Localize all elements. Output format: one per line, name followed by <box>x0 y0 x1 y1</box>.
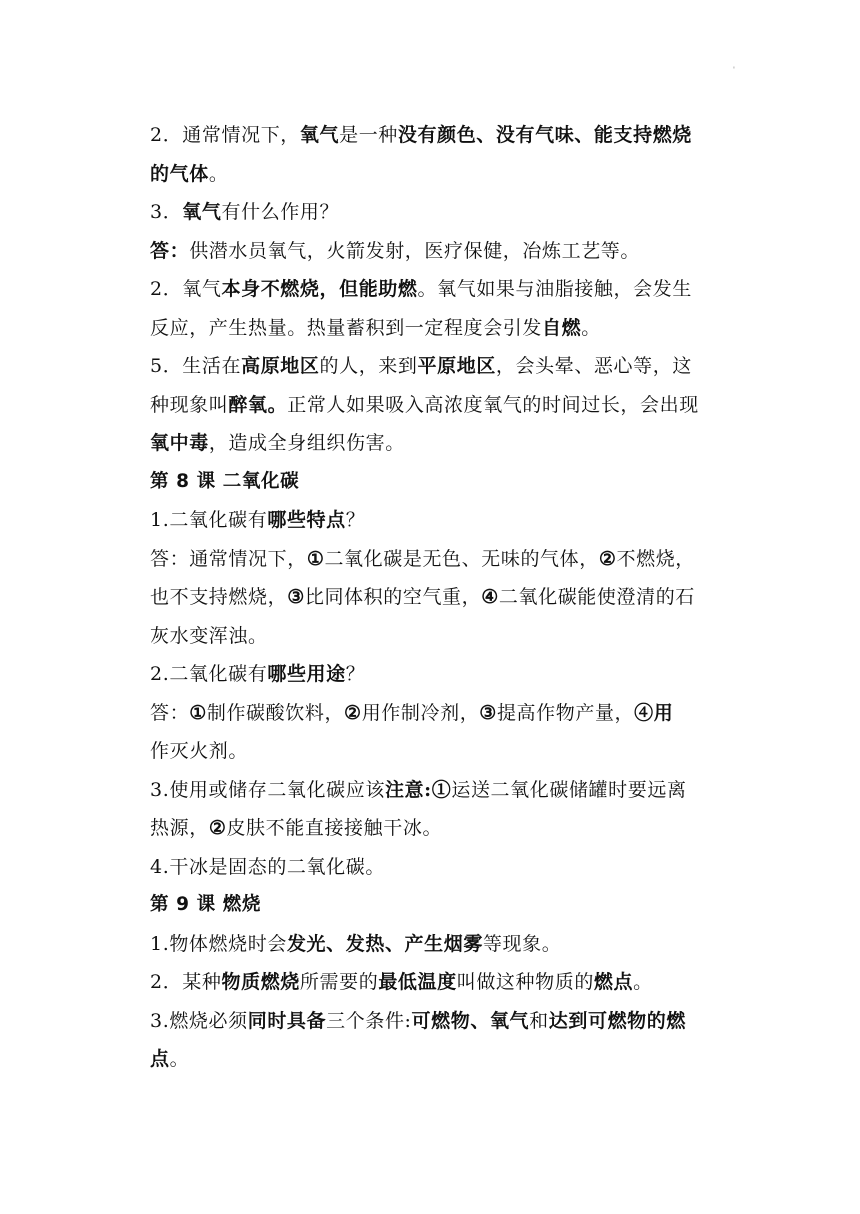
text: 反应，产生热量。热量蓄积到一定程度会引发 <box>150 316 543 339</box>
bold-text: 没有颜色、没有气味、能支持燃烧 <box>397 124 692 146</box>
text-line <box>150 155 710 194</box>
text: 三个条件: <box>326 1009 412 1032</box>
text: 答： <box>150 701 190 724</box>
text-line <box>150 309 710 348</box>
text-line <box>150 848 710 887</box>
text: 也不支持燃烧， <box>150 586 288 608</box>
text: ，造成全身组织伤害。 <box>208 432 405 454</box>
bold-text: ① <box>306 547 325 570</box>
text: 3.使用或储存二氧化碳应该 <box>150 778 385 801</box>
text: 1.二氧化碳有 <box>150 509 268 531</box>
text-line <box>150 193 710 232</box>
text: 二氧化碳能使澄清的石 <box>498 586 695 608</box>
bold-text: ③ <box>287 586 305 608</box>
text: 等现象。 <box>482 932 562 955</box>
text: 二氧化碳是无色、无味的气体， <box>324 547 599 570</box>
section-heading <box>150 886 710 925</box>
bold-text: 本身不燃烧，但能助燃 <box>221 278 418 300</box>
text: 。 <box>169 1048 190 1070</box>
text-line <box>150 347 710 386</box>
text-line <box>150 617 710 656</box>
bold-text: 答： <box>150 239 190 262</box>
bold-text: ② <box>344 701 362 724</box>
bold-text: ④用 <box>634 701 674 724</box>
bold-text: 氧气 <box>299 124 340 146</box>
text: 提高作物产量， <box>496 701 635 724</box>
bold-text: 的气体 <box>150 162 209 185</box>
bold-text: ① <box>189 701 207 724</box>
text: 1.物体燃烧时会 <box>150 932 287 955</box>
text-line <box>150 386 710 425</box>
text: 种现象叫 <box>150 393 229 416</box>
document-body <box>150 116 710 1079</box>
text: 作灭火剂。 <box>150 740 249 762</box>
bold-text: ② <box>598 547 617 570</box>
text: 是一种 <box>339 124 398 146</box>
bold-text: 氧中毒 <box>150 432 209 454</box>
text: 答：通常情况下， <box>150 547 307 570</box>
text: 的人，来到 <box>319 355 418 377</box>
text-line <box>150 540 710 579</box>
text-line <box>150 963 710 1002</box>
bold-text: 最低温度 <box>378 971 457 993</box>
text: ？ <box>345 663 366 685</box>
text-line <box>150 694 710 733</box>
bold-text: 醉氧。 <box>228 393 288 416</box>
text: 。 <box>633 971 653 993</box>
text: 灰水变浑浊。 <box>150 624 268 647</box>
bold-text: ② <box>208 817 227 839</box>
text-line <box>150 501 710 540</box>
text-line <box>150 578 710 617</box>
text: 不燃烧， <box>616 547 695 570</box>
bold-text: 达到可燃物的燃 <box>548 1009 686 1032</box>
text: 用作制冷剂， <box>361 701 480 724</box>
text-line <box>150 925 710 964</box>
text-line <box>150 270 710 309</box>
text: ，会头晕、恶心等，这 <box>495 355 692 377</box>
bold-text: 高原地区 <box>241 355 320 377</box>
text-line <box>150 116 710 155</box>
bold-text: 自燃 <box>542 316 582 339</box>
text: 皮肤不能直接接触干冰。 <box>226 817 443 839</box>
text: 运送二氧化碳储罐时要远离 <box>451 778 687 801</box>
bold-text: 物质燃烧 <box>221 971 300 993</box>
text: 3.燃烧必须 <box>150 1009 248 1032</box>
bold-text: 哪些特点 <box>267 509 346 531</box>
text: 。氧气如果与油脂接触，会发生 <box>417 278 692 300</box>
bold-text: 燃点 <box>593 971 634 993</box>
bold-text: 哪些用途 <box>267 663 346 685</box>
text-line <box>150 424 710 463</box>
text: 2.二氧化碳有 <box>150 663 268 685</box>
text: 2．通常情况下， <box>150 124 300 146</box>
text-line <box>150 771 710 810</box>
bold-text: 第 8 课 二氧化碳 <box>150 470 300 492</box>
text: 正常人如果吸入高浓度氧气的时间过长，会出现 <box>287 393 699 416</box>
text: 。 <box>208 162 229 185</box>
bold-text: 第 9 课 燃烧 <box>150 894 261 915</box>
text-line <box>150 732 710 771</box>
bold-text: 注意:① <box>384 778 452 801</box>
bold-text: 同时具备 <box>247 1009 327 1032</box>
text-line <box>150 655 710 694</box>
bold-text: 平原地区 <box>417 355 496 377</box>
text: 和 <box>529 1009 549 1032</box>
text-line <box>150 232 710 271</box>
text: 2．某种 <box>150 971 222 993</box>
section-heading <box>150 463 710 502</box>
text-line <box>150 1002 710 1041</box>
corner-mark: ' <box>733 66 735 74</box>
text: 制作碳酸饮料， <box>206 701 345 724</box>
bold-text: ③ <box>479 701 497 724</box>
text: 供潜水员氧气，火箭发射，医疗保健，冶炼工艺等。 <box>189 239 641 262</box>
text: 2．氧气 <box>150 278 222 300</box>
text: 有什么作用？ <box>221 201 340 223</box>
text: ？ <box>345 509 366 531</box>
text: 热源， <box>150 817 209 839</box>
text: 5．生活在 <box>150 355 242 377</box>
text: 。 <box>581 316 601 339</box>
text: 叫做这种物质的 <box>456 971 594 993</box>
text: 比同体积的空气重， <box>304 586 482 608</box>
text-line <box>150 1040 710 1079</box>
text: 3． <box>150 201 183 223</box>
bold-text: 可燃物、氧气 <box>411 1009 530 1032</box>
bold-text: 发光、发热、产生烟雾 <box>286 932 483 955</box>
text: 4.干冰是固态的二氧化碳。 <box>150 855 385 878</box>
text-line <box>150 809 710 848</box>
bold-text: ④ <box>481 586 499 608</box>
bold-text: 氧气 <box>182 201 222 223</box>
bold-text: 点 <box>150 1048 170 1070</box>
text: 所需要的 <box>299 971 379 993</box>
